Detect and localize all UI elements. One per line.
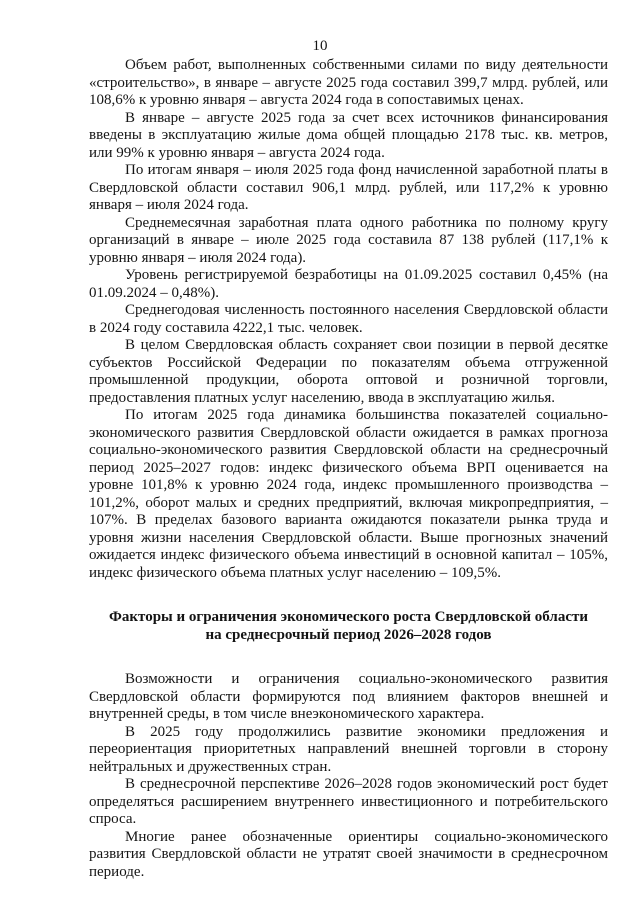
document-body <box>89 57 608 881</box>
paragraph-mid-term-growth: В среднесрочной перспективе 2026–2028 годов экономический рост будет определяться расширением внутреннего инвестиционного и потребительского спроса. <box>89 776 608 827</box>
page-number: 10 <box>312 38 328 54</box>
paragraph-construction-volume: Объем работ, выполненных собственными силами по виду деятельности «строительство», в январе – августе 2025 года составил 399,7 млрд. рублей, или 108,6% к уровню января – августа 2024 года в сопоставимых ценах. <box>89 57 608 108</box>
paragraph-trade-reorientation: В 2025 году продолжились развитие экономики предложения и переориентация приоритетных направлений внешней торговли в сторону нейтральных и дружественных стран. <box>89 723 608 775</box>
paragraph-guidelines: Многие ранее обозначенные ориентиры социально-экономического развития Свердловской области не утратят своей значимости в среднесрочном периоде. <box>89 828 608 880</box>
paragraph-forecast-2025: По итогам 2025 года динамика большинства показателей социально-экономического развития Свердловской области ожидается в рамках прогноза социально-экономического развития Свердловской области на среднесрочный период 2025–2027 годов: индекс физического объема ВРП оценивается на уровне 101,8% к уровню 2024 года, индекс промышленного производства – 101,2%, оборот малых и средних предприятий, включая микропредприятия, – 107%. В пределах базового варианта ожидаются показатели рынка труда и уровня жизни населения Свердловской области. Выше прогнозных значений ожидается индекс физического объема инвестиций в основной капитал – 105%, индекс физического объема платных услуг населению – 109,5%. <box>89 407 608 581</box>
paragraph-housing-commissioning: В январе – августе 2025 года за счет всех источников финансирования введены в эксплуатацию жилые дома общей площадью 2178 тыс. кв. метров, или 99% к уровню января – августа 2024 года. <box>89 109 608 161</box>
section-heading <box>89 608 608 644</box>
section-heading-line-2: на среднесрочный период 2026–2028 годов <box>205 627 492 643</box>
paragraph-wage-fund: По итогам января – июля 2025 года фонд начисленной заработной платы в Свердловской области составил 906,1 млрд. рублей, или 117,2% к уровню января – июля 2024 года. <box>89 162 608 213</box>
paragraph-region-ranking: В целом Свердловская область сохраняет свои позиции в первой десятке субъектов Российской Федерации по показателям объема отгруженной промышленной продукции, оборота оптовой и розничной торговли, предоставления платных услуг населению, ввода в эксплуатацию жилья. <box>89 337 608 406</box>
paragraph-population: Среднегодовая численность постоянного населения Свердловской области в 2024 году составила 4222,1 тыс. человек. <box>89 302 608 336</box>
paragraph-opportunities: Возможности и ограничения социально-экономического развития Свердловской области формируются под влиянием факторов внешней и внутренней среды, в том числе внеэкономического характера. <box>89 671 608 722</box>
section-heading-line-1: Факторы и ограничения экономического роста Свердловской области <box>109 609 588 625</box>
paragraph-unemployment: Уровень регистрируемой безработицы на 01.09.2025 составил 0,45% (на 01.09.2024 – 0,48%). <box>89 267 608 301</box>
paragraph-average-wage: Среднемесячная заработная плата одного работника по полному кругу организаций в январе – июле 2025 года составила 87 138 рублей (117,1% к уровню января – июля 2024 года). <box>89 214 608 266</box>
